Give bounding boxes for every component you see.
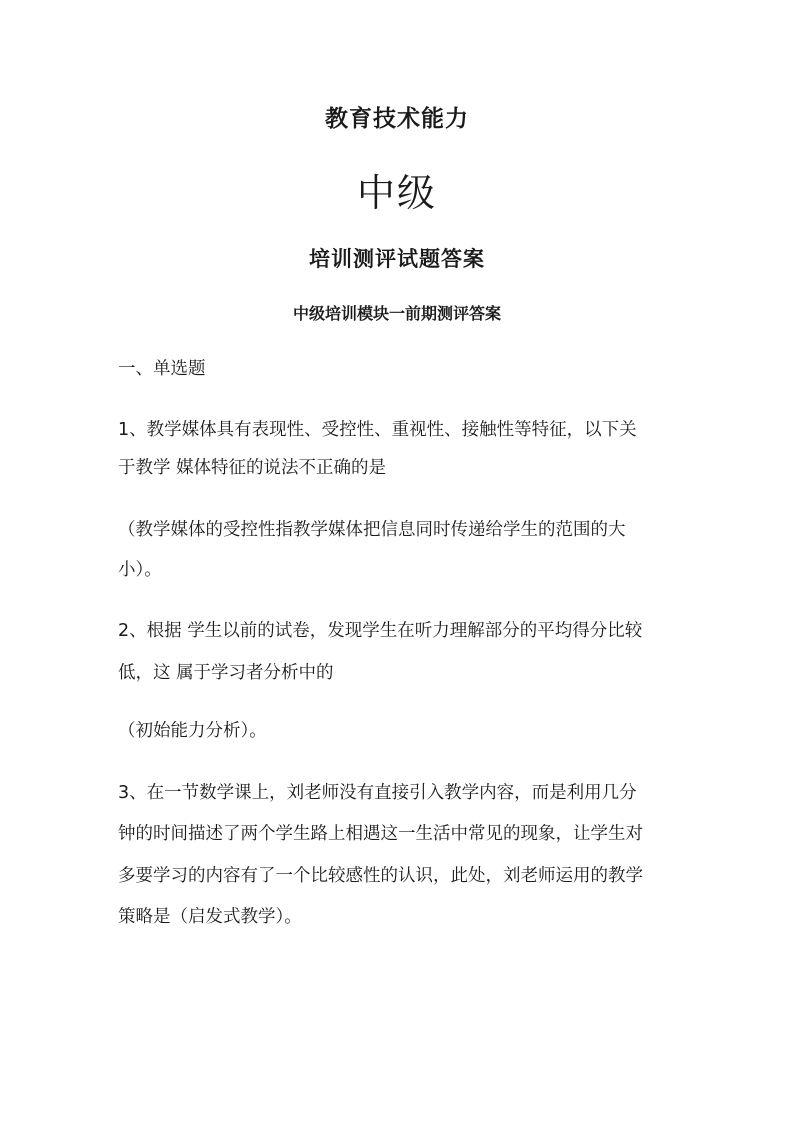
answer-1-line-2: 小）。: [118, 560, 162, 580]
question-1-line-1: 1、教学媒体具有表现性、受控性、重视性、接触性等特征，以下关: [118, 420, 637, 440]
question-3-line-2: 钟的时间描述了两个学生路上相遇这一生活中常见的现象，让学生对: [118, 824, 643, 844]
question-3-line-4: 策略是（启发式教学）。: [118, 907, 302, 927]
module-title: 中级培训模块一前期测评答案: [292, 304, 501, 323]
question-1-line-2: 于教学 媒体特征的说法不正确的是: [118, 458, 387, 478]
document-title: 教育技术能力: [325, 105, 469, 132]
section-heading: 一、单选题: [118, 359, 206, 379]
question-2-line-2: 低，这 属于学习者分析中的: [118, 663, 334, 683]
answer-1-line-1: （教学媒体的受控性指教学媒体把信息同时传递给学生的范围的大: [118, 520, 626, 540]
answer-2-line-1: （初始能力分析）。: [118, 721, 267, 741]
document-subtitle: 培训测评试题答案: [309, 246, 485, 271]
question-3-line-3: 多要学习的内容有了一个比较感性的认识，此处，刘老师运用的教学: [118, 866, 643, 886]
question-2-line-1: 2、根据 学生以前的试卷，发现学生在听力理解部分的平均得分比较: [118, 621, 643, 641]
question-3-line-1: 3、在一节数学课上，刘老师没有直接引入教学内容，而是利用几分: [118, 783, 637, 803]
level-title: 中级: [356, 171, 437, 215]
